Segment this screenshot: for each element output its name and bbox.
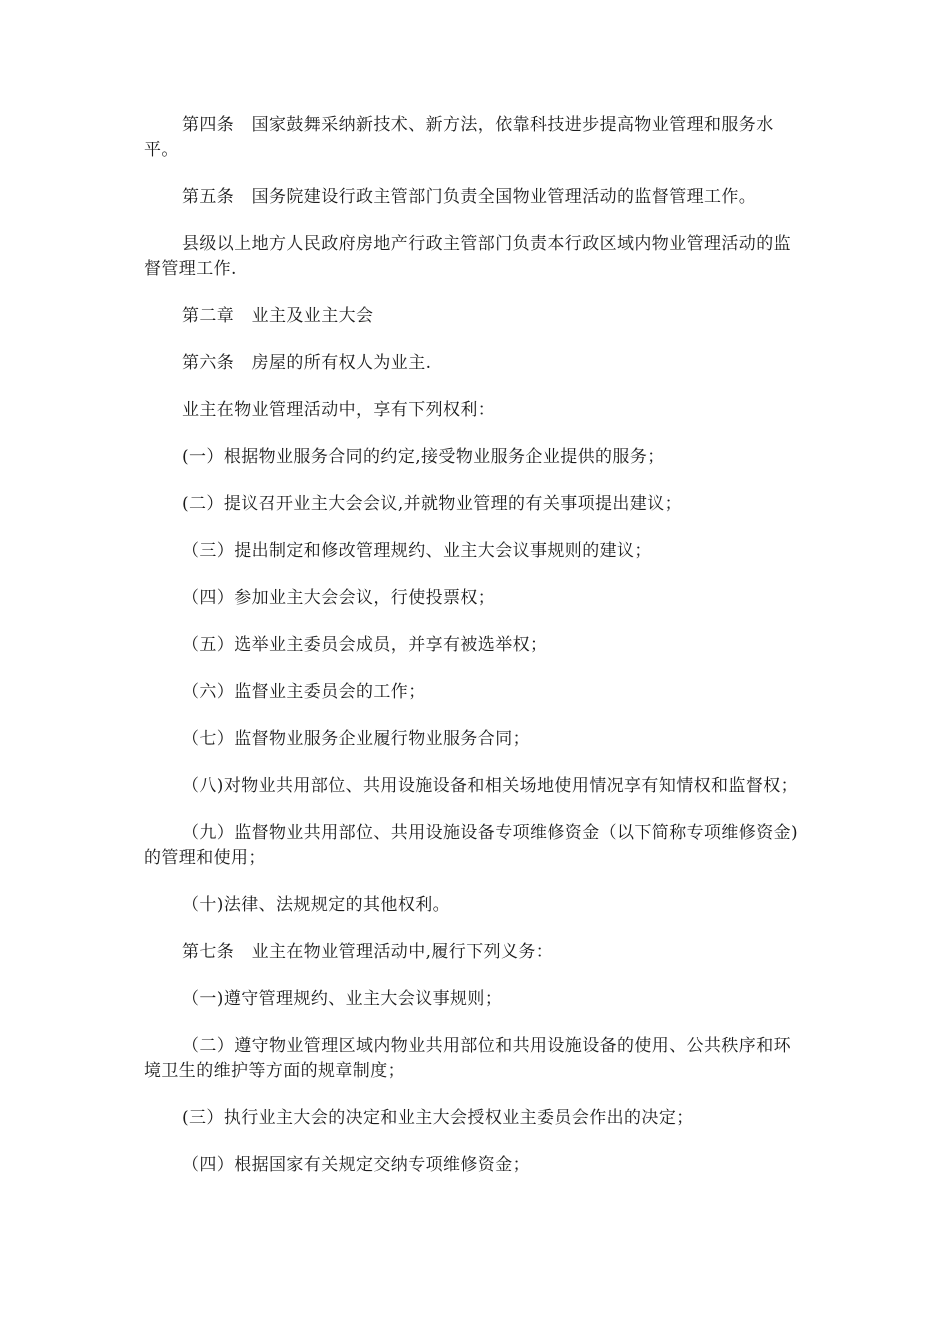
paragraph-article-6: 第六条 房屋的所有权人为业主.: [182, 353, 432, 373]
list-item: （三）提出制定和修改管理规约、业主大会议事规则的建议；: [182, 541, 652, 561]
list-item: （七）监督物业服务企业履行物业服务合同；: [182, 729, 530, 749]
document-body: [144, 113, 808, 1200]
paragraph-article-4: 第四条 国家鼓舞采纳新技术、新方法，依靠科技进步提高物业管理和服务水平。: [144, 115, 774, 160]
paragraph-county-authority: 县级以上地方人民政府房地产行政主管部门负责本行政区域内物业管理活动的监督管理工作.: [144, 234, 791, 279]
chapter-heading: 第二章 业主及业主大会: [182, 306, 374, 326]
list-item: （四）根据国家有关规定交纳专项维修资金；: [182, 1155, 530, 1175]
list-item: (一）根据物业服务合同的约定,接受物业服务企业提供的服务；: [182, 447, 665, 467]
paragraph-article-5: 第五条 国务院建设行政主管部门负责全国物业管理活动的监督管理工作。: [182, 187, 757, 207]
list-item: （五）选举业主委员会成员，并享有被选举权；: [182, 635, 548, 655]
list-item: （一)遵守管理规约、业主大会议事规则；: [182, 989, 503, 1009]
paragraph-article-7: 第七条 业主在物业管理活动中,履行下列义务：: [182, 942, 554, 962]
list-item: （十)法律、法规规定的其他权利。: [182, 895, 451, 915]
list-item: (二）提议召开业主大会会议,并就物业管理的有关事项提出建议；: [182, 494, 683, 514]
list-item: （九）监督物业共用部位、共用设施设备专项维修资金（以下简称专项维修资金)的管理和使用；: [144, 823, 799, 868]
paragraph-owner-rights-intro: 业主在物业管理活动中，享有下列权利：: [182, 400, 496, 420]
list-item: (三）执行业主大会的决定和业主大会授权业主委员会作出的决定；: [182, 1108, 694, 1128]
list-item: （六）监督业主委员会的工作；: [182, 682, 426, 702]
list-item: （四）参加业主大会会议，行使投票权；: [182, 588, 496, 608]
list-item: （二）遵守物业管理区域内物业共用部位和共用设施设备的使用、公共秩序和环境卫生的维护等方面的规章制度；: [144, 1036, 791, 1081]
list-item: （八)对物业共用部位、共用设施设备和相关场地使用情况享有知情权和监督权；: [182, 776, 799, 796]
